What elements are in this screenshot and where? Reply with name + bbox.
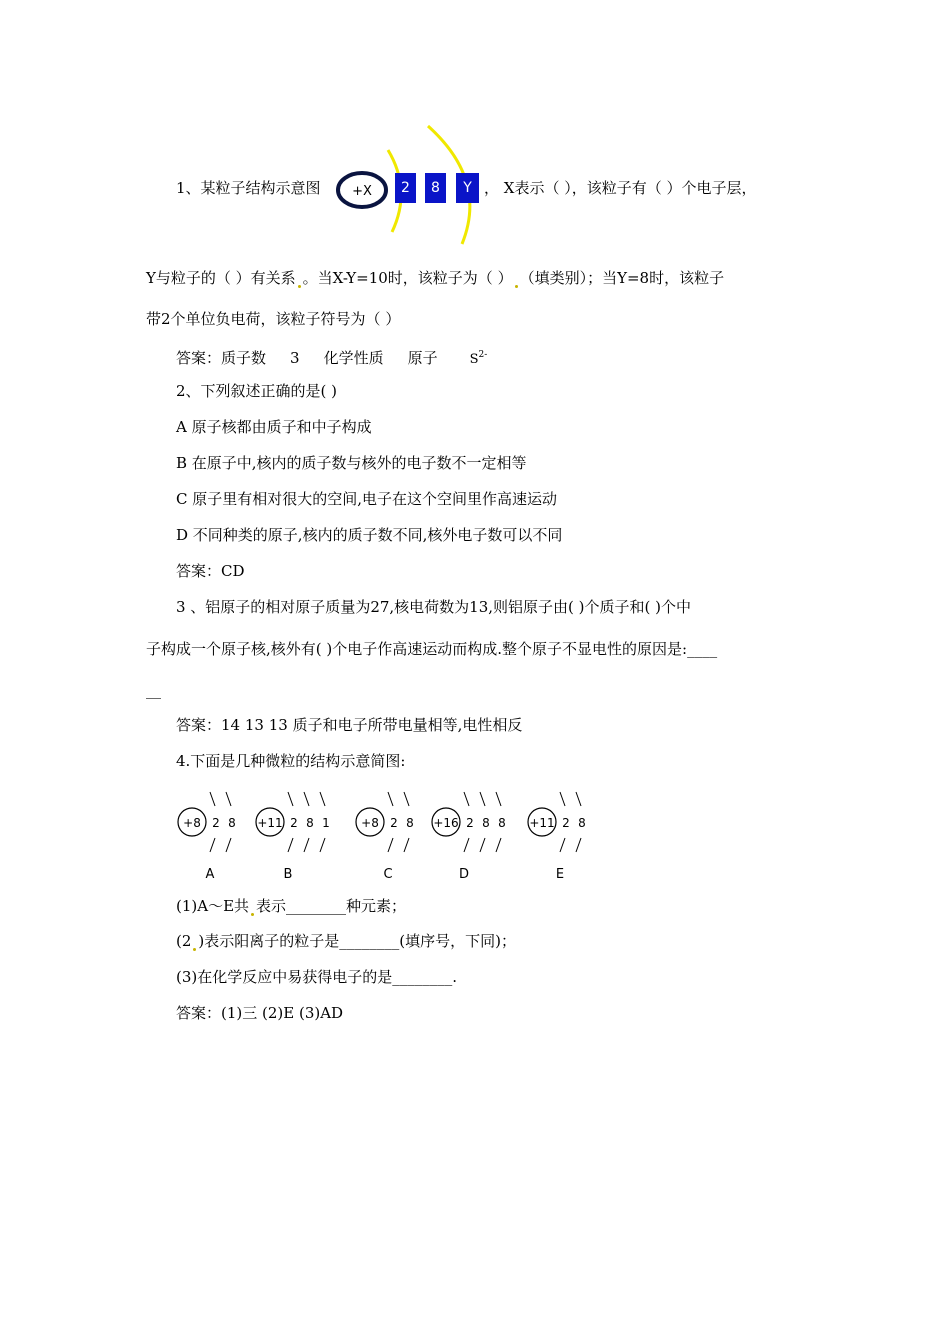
shell-arc-top: [210, 792, 215, 806]
shell-arc-top: [226, 792, 231, 806]
particle-label: D: [458, 867, 470, 882]
nucleus-label: +16: [433, 816, 459, 830]
particle-label: E: [555, 867, 565, 882]
q3-line2: 子构成一个原子核,核外有( )个电子作高速运动而构成.整个原子不显电性的原因是:____: [146, 640, 718, 658]
q1-answer-3: 化学性质: [323, 349, 384, 367]
q4-sub2-a: (2: [176, 932, 192, 950]
nucleus-label: +8: [361, 816, 379, 830]
q4-dot-2: [193, 948, 196, 951]
shell-arc-bottom: [480, 838, 485, 852]
q4-stem: 4.下面是几种微粒的结构示意简图:: [176, 752, 406, 770]
particle-a: [178, 792, 236, 882]
q1-answer: [176, 345, 487, 370]
shell-count: 1: [322, 816, 330, 830]
shell-count: 8: [228, 816, 236, 830]
q1-answer-label: 答案：: [176, 349, 222, 367]
q2-option-d: D 不同种类的原子,核内的质子数不同,核外电子数可以不同: [176, 526, 563, 544]
shell-count: 8: [498, 816, 506, 830]
q1-line3: 带2个单位负电荷，该粒子符号为（ ）: [146, 310, 401, 328]
q4-answer: 答案：(1)三 (2)E (3)AD: [176, 1004, 344, 1022]
shell-count: 2: [562, 816, 570, 830]
shell-arc-bottom: [464, 838, 469, 852]
q1-dot-1: [298, 285, 301, 288]
q1-answer-2: 3: [290, 349, 300, 367]
q1-line2-a: Y与粒子的（ ）有关系: [146, 269, 296, 287]
q1-answer-1: 质子数: [221, 349, 267, 367]
q4-sub2: [176, 931, 516, 951]
shell-arc-top: [320, 792, 325, 806]
shell-arc-top: [560, 792, 565, 806]
q4-sub3: (3)在化学反应中易获得电子的是________.: [176, 968, 458, 986]
particle-c: [356, 792, 414, 882]
q2-option-a: A 原子核都由质子和中子构成: [176, 418, 372, 436]
particle-b: [256, 792, 330, 882]
q4-sub1-a: (1)A～E共: [176, 897, 250, 915]
shell-count: 2: [466, 816, 474, 830]
shell-arc-bottom: [226, 838, 231, 852]
nucleus-label: +8: [183, 816, 201, 830]
shell-arc-top: [576, 792, 581, 806]
q2-answer: 答案：CD: [176, 562, 245, 580]
q3-line3: __: [146, 681, 161, 699]
shell-count: 8: [306, 816, 314, 830]
q4-sub1: [176, 896, 406, 916]
q1-line1-rest: ， X表示（ ），该粒子有（ ）个电子层，: [484, 179, 757, 197]
q1-nucleus-label: +X: [352, 184, 372, 199]
q1-line2-c: （填类别）；当Y=8时，该粒子: [519, 269, 725, 287]
particle-label: A: [205, 867, 215, 882]
q4-sub2-b: )表示阳离子的粒子是________(填序号，下同)；: [198, 932, 516, 950]
shell-arc-bottom: [388, 838, 393, 852]
q1-shell-3-box: Y: [456, 173, 479, 203]
q2-option-b: B 在原子中,核内的质子数与核外的电子数不一定相等: [176, 454, 527, 472]
shell-arc-top: [404, 792, 409, 806]
shell-arc-bottom: [576, 838, 581, 852]
particle-label: B: [283, 867, 293, 882]
shell-arc-top: [288, 792, 293, 806]
shell-arc-top: [388, 792, 393, 806]
q3-answer: 答案：14 13 13 质子和电子所带电量相等,电性相反: [176, 716, 523, 734]
particle-label: C: [383, 867, 393, 882]
q1-line2-b: 。当X-Y=10时，该粒子为（ ）: [302, 269, 513, 287]
q1-line2: [146, 268, 724, 288]
shell-arc-bottom: [304, 838, 309, 852]
shell-arc-top: [480, 792, 485, 806]
nucleus-label: +11: [257, 816, 283, 830]
q3-line1: 3 、铝原子的相对原子质量为27,核电荷数为13,则铝原子由( )个质子和( )个中: [176, 598, 691, 616]
shell-arc-top: [464, 792, 469, 806]
q4-sub1-b: 表示________种元素；: [256, 897, 407, 915]
q4-particle-diagrams: [170, 782, 600, 887]
q4-dot-1: [251, 913, 254, 916]
q1-shell-2-box: 8: [425, 173, 446, 203]
shell-arc-bottom: [560, 838, 565, 852]
shell-arc-top: [304, 792, 309, 806]
shell-arc-bottom: [496, 838, 501, 852]
q1-shell-1-box: 2: [395, 173, 416, 203]
particle-d: [432, 792, 506, 882]
q1-dot-2: [515, 285, 518, 288]
nucleus-label: +11: [529, 816, 555, 830]
shell-arc-top: [496, 792, 501, 806]
particle-e: [528, 792, 586, 882]
shell-count: 2: [290, 816, 298, 830]
q1-answer-ion: S: [469, 352, 479, 367]
shell-count: 8: [406, 816, 414, 830]
shell-arc-bottom: [320, 838, 325, 852]
q2-option-c: C 原子里有相对很大的空间,电子在这个空间里作高速运动: [176, 490, 558, 508]
q1-answer-4: 原子: [407, 349, 438, 367]
shell-arc-bottom: [288, 838, 293, 852]
q1-answer-ion-charge: 2-: [478, 350, 488, 360]
q1-prefix: 1、某粒子结构示意图: [176, 179, 321, 197]
q2-stem: 2、下列叙述正确的是( ): [176, 382, 338, 400]
shell-count: 2: [390, 816, 398, 830]
shell-arc-bottom: [404, 838, 409, 852]
shell-arc-bottom: [210, 838, 215, 852]
shell-count: 8: [578, 816, 586, 830]
shell-count: 2: [212, 816, 220, 830]
shell-count: 8: [482, 816, 490, 830]
